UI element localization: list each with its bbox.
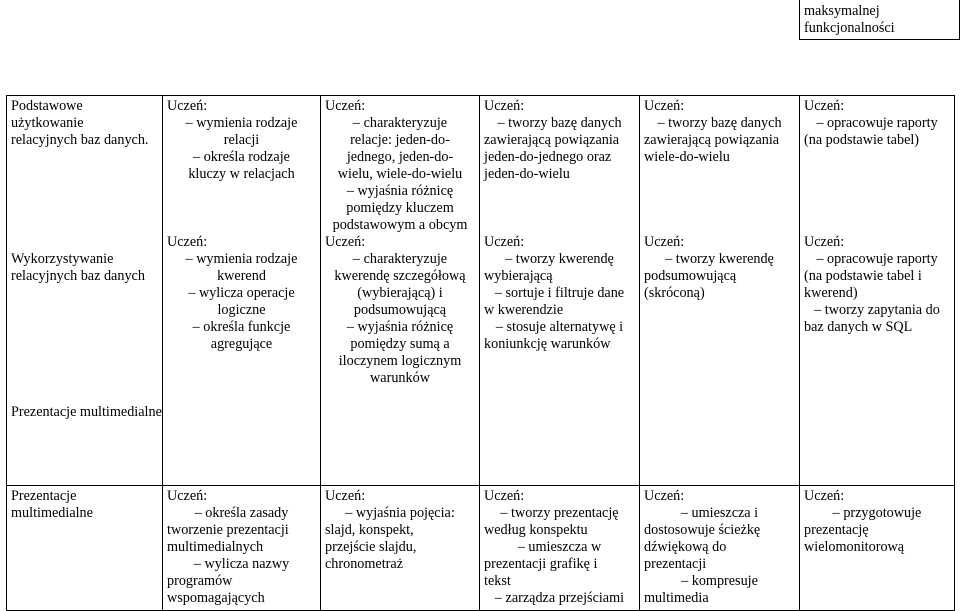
text-line: dostosowuje ścieżkę: [644, 522, 761, 538]
bullet-item: – przygotowuje: [804, 505, 950, 522]
text-line: zawierającą powiązania: [644, 132, 780, 148]
bullet-item: – charakteryzuje: [325, 251, 475, 268]
s2-grade4-cell: [479, 485, 640, 611]
text-line: Uczeń:: [484, 98, 525, 114]
text-line: warunków: [370, 370, 430, 386]
spacer: [804, 166, 950, 183]
bullet-item: – tworzy bazę danych: [484, 115, 635, 132]
text-line: Uczeń:: [804, 98, 845, 114]
spacer: [167, 200, 316, 217]
bullet-item: – wyjaśnia różnicę: [325, 183, 475, 200]
spacer: [804, 149, 950, 166]
text-line: (na podstawie tabel): [804, 132, 920, 148]
text-line: multimedialnych: [167, 539, 264, 555]
bullet-item: – określa funkcje: [167, 319, 316, 336]
bullet-item: – tworzy zapytania do: [804, 302, 950, 319]
bullet-item: – sortuje i filtruje dane: [484, 285, 635, 302]
text-line: Prezentacje: [11, 488, 77, 504]
text-line: tekst: [484, 573, 511, 589]
text-line: przejście slajdu,: [325, 539, 417, 555]
bullet-item: – tworzy bazę danych: [644, 115, 795, 132]
bullet-item: – umieszcza i: [644, 505, 795, 522]
text-line: jeden-do-jednego oraz: [484, 149, 612, 165]
s1-grade6-cell: [799, 95, 955, 486]
bullet-item: – określa zasady: [167, 505, 316, 522]
text-line: podstawowym a obcym: [332, 217, 468, 233]
s1-grade4-cell: [479, 95, 640, 486]
spacer: [644, 217, 795, 234]
text-line: dźwiękową do: [644, 539, 727, 555]
s2-grade6-cell: [799, 485, 955, 611]
text-line: programów: [167, 573, 233, 589]
bullet-item: – kompresuje: [644, 573, 795, 590]
text-line: Uczeń:: [167, 488, 208, 504]
s1-topic-cell: [6, 95, 163, 486]
text-line: multimedia: [644, 590, 709, 606]
text-line: pomiędzy sumą a: [350, 336, 450, 352]
s2-grade2-cell: [162, 485, 321, 611]
text-line: pomiędzy kluczem: [346, 200, 454, 216]
text-line: Uczeń:: [167, 234, 208, 250]
text-line: Uczeń:: [325, 234, 366, 250]
spacer: [11, 387, 158, 404]
text-line: baz danych w SQL: [804, 319, 913, 335]
text-line: wybierającą: [484, 268, 553, 284]
spacer: [484, 217, 635, 234]
text-line: Podstawowe: [11, 98, 83, 114]
text-line: relacyjnych baz danych.: [11, 132, 149, 148]
text-line: multimedialne: [11, 505, 93, 521]
text-line: jednego, jeden-do-: [346, 149, 454, 165]
spacer: [804, 217, 950, 234]
header-line: maksymalnej: [804, 3, 880, 19]
bullet-item: – zarządza przejściami: [484, 590, 635, 607]
text-line: Uczeń:: [804, 234, 845, 250]
spacer: [11, 353, 158, 370]
text-line: prezentacji: [644, 556, 707, 572]
text-line: prezentacji grafikę i: [484, 556, 598, 572]
text-line: kwerend): [804, 285, 858, 301]
text-line: slajd, konspekt,: [325, 522, 414, 538]
text-line: iloczynem logicznym: [338, 353, 462, 369]
spacer: [11, 166, 158, 183]
bullet-item: – wylicza operacje: [167, 285, 316, 302]
spacer: [11, 149, 158, 166]
bullet-item: – opracowuje raporty: [804, 115, 950, 132]
text-line: relacji: [223, 132, 260, 148]
text-line: kwerend: [217, 268, 266, 284]
text-line: Uczeń:: [167, 98, 208, 114]
text-line: prezentację: [804, 522, 869, 538]
spacer: [11, 370, 158, 387]
text-line: tworzenie prezentacji: [167, 522, 289, 538]
bullet-item: – wyjaśnia pojęcia:: [325, 505, 475, 522]
spacer: [804, 183, 950, 200]
spacer: [167, 183, 316, 200]
text-line: logiczne: [217, 302, 266, 318]
text-line: koniunkcję warunków: [484, 336, 611, 352]
spacer: [484, 183, 635, 200]
text-line: zawierającą powiązania: [484, 132, 620, 148]
text-line: Uczeń:: [325, 488, 366, 504]
text-line: w kwerendzie: [484, 302, 564, 318]
text-line: chronometraż: [325, 556, 403, 572]
text-line: (wybierającą) i: [357, 285, 443, 301]
text-line: podsumowującą: [353, 302, 447, 318]
text-line: relacje: jeden-do-: [350, 132, 450, 148]
text-line: kwerendę szczegółową: [334, 268, 466, 284]
bullet-item: – opracowuje raporty: [804, 251, 950, 268]
text-line: jeden-do-wielu: [484, 166, 570, 182]
s1-grade5-cell: [639, 95, 800, 486]
bullet-item: – stosuje alternatywę i: [484, 319, 635, 336]
s2-grade5-cell: [639, 485, 800, 611]
text-line: podsumowującą: [644, 268, 737, 284]
spacer: [804, 200, 950, 217]
text-line: (skróconą): [644, 285, 705, 301]
spacer: [644, 200, 795, 217]
text-line: użytkowanie: [11, 115, 84, 131]
text-line: (na podstawie tabel i: [804, 268, 922, 284]
bullet-item: – charakteryzuje: [325, 115, 475, 132]
spacer: [11, 183, 158, 200]
text-line: agregujące: [210, 336, 273, 352]
bullet-item: – określa rodzaje: [167, 149, 316, 166]
spacer: [167, 217, 316, 234]
bullet-item: – wymienia rodzaje: [167, 251, 316, 268]
spacer: [11, 234, 158, 251]
text-line: relacyjnych baz danych: [11, 268, 145, 284]
text-line: Uczeń:: [644, 488, 685, 504]
text-line: według konspektu: [484, 522, 588, 538]
text-line: Uczeń:: [484, 234, 525, 250]
text-line: wielomonitorową: [804, 539, 905, 555]
bullet-item: – umieszcza w: [484, 539, 635, 556]
text-line: Prezentacje multimedialne: [11, 404, 162, 420]
bullet-item: – tworzy prezentację: [484, 505, 635, 522]
spacer: [11, 217, 158, 234]
spacer: [11, 285, 158, 302]
spacer: [11, 319, 158, 336]
text-line: Uczeń:: [804, 488, 845, 504]
header-cell-max-functionality: [799, 0, 960, 40]
s2-grade3-cell: [320, 485, 480, 611]
bullet-item: – wyjaśnia różnicę: [325, 319, 475, 336]
spacer: [484, 200, 635, 217]
text-line: wiele-do-wielu: [644, 149, 730, 165]
text-line: wspomagających: [167, 590, 265, 606]
bullet-item: – tworzy kwerendę: [644, 251, 795, 268]
text-line: Uczeń:: [644, 98, 685, 114]
spacer: [644, 183, 795, 200]
s1-grade3-cell: [320, 95, 480, 486]
spacer: [11, 302, 158, 319]
s1-grade2-cell: [162, 95, 321, 486]
spacer: [11, 200, 158, 217]
header-line: funkcjonalności: [804, 20, 895, 36]
bullet-item: – tworzy kwerendę: [484, 251, 635, 268]
s2-topic-cell: [6, 485, 163, 611]
bullet-item: – wymienia rodzaje: [167, 115, 316, 132]
spacer: [11, 336, 158, 353]
text-line: Wykorzystywanie: [11, 251, 114, 267]
bullet-item: – wylicza nazwy: [167, 556, 316, 573]
text-line: Uczeń:: [644, 234, 685, 250]
text-line: Uczeń:: [325, 98, 366, 114]
text-line: wielu, wiele-do-wielu: [337, 166, 463, 182]
text-line: kluczy w relacjach: [188, 166, 295, 182]
spacer: [644, 166, 795, 183]
text-line: Uczeń:: [484, 488, 525, 504]
